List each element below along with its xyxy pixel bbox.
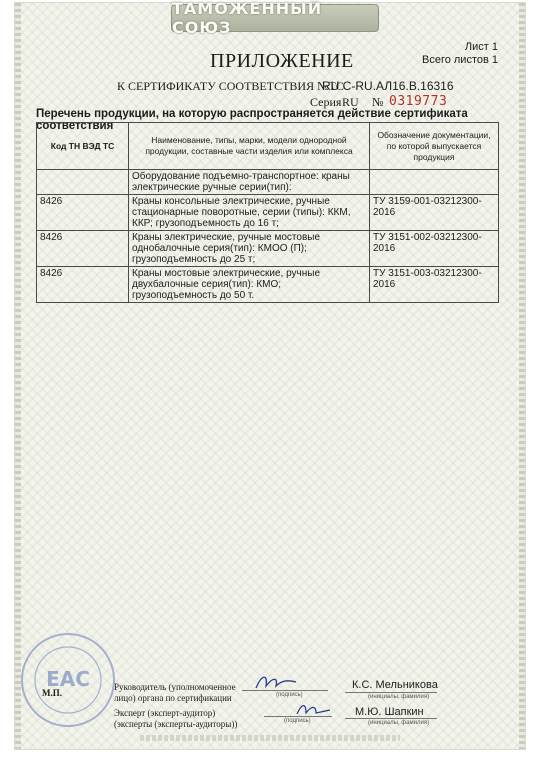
- page-title: ПРИЛОЖЕНИЕ: [210, 50, 354, 72]
- expert-name: М.Ю. Шапкин: [355, 706, 424, 718]
- expert-initials-caption: (инициалы, фамилия): [368, 720, 430, 726]
- cell-doc: ТУ 3159-001-03212300-2016: [370, 195, 499, 231]
- table-row: [37, 195, 499, 231]
- expert-name-line: [345, 718, 437, 719]
- sheet-number: Лист 1: [464, 41, 498, 53]
- expert-signature-label: Эксперт (эксперт-аудитор) (эксперты (эксперты-аудиторы)): [114, 708, 238, 729]
- product-list-subtitle: Перечень продукции, на которую распространяется действие сертификата соответствия: [36, 108, 468, 132]
- head-signature-line: [242, 690, 328, 691]
- head-sign-caption: (подпись): [276, 692, 303, 698]
- table-row: [37, 231, 499, 267]
- expert-signature-line: [264, 716, 332, 717]
- svg-text:ЕАС: ЕАС: [46, 667, 90, 691]
- head-signature-label: Руководитель (уполномоченное лицо) органа по сертификации: [114, 682, 236, 703]
- header-code: Код ТН ВЭД ТС: [37, 123, 129, 170]
- footer-microprint: [140, 735, 400, 741]
- table-row: [37, 267, 499, 303]
- sheet-counter: [422, 41, 498, 67]
- head-name: К.С. Мельникова: [352, 679, 438, 691]
- series-label: Серия: [310, 95, 342, 109]
- banner-text: ТАМОЖЕННЫЙ СОЮЗ: [172, 0, 323, 37]
- stamp-place-label: М.П.: [42, 688, 62, 698]
- cell-code: 8426: [37, 231, 129, 267]
- series-value: RU: [342, 95, 359, 109]
- customs-union-banner: [171, 0, 379, 37]
- expert-sign-caption: (подпись): [284, 718, 311, 724]
- cell-name: Краны электрические, ручные мостовые однобалочные серия(тип): КМОО (П); грузоподъемность до 25 т;: [129, 231, 370, 267]
- cell-code: 8426: [37, 267, 129, 303]
- blank-number: 0319773: [389, 94, 448, 109]
- certificate-label: К СЕРТИФИКАТУ СООТВЕТСТВИЯ №ТС: [117, 79, 344, 93]
- cell-doc: ТУ 3151-003-03212300-2016: [370, 267, 499, 303]
- product-table: [36, 122, 499, 303]
- head-initials-caption: (инициалы, фамилия): [368, 694, 430, 700]
- header-name: Наименование, типы, марки, модели однородной продукции, составные части изделия или комплекса: [129, 123, 370, 170]
- cell-code: 8426: [37, 195, 129, 231]
- number-label: №: [372, 95, 384, 109]
- cell-name: Краны консольные электрические, ручные стационарные поворотные, серии (типы): ККМ, ККР; грузоподъемность до 16 т;: [129, 195, 370, 231]
- cell-doc: [370, 170, 499, 195]
- cell-name: Краны мостовые электрические, ручные двухбалочные серия(тип): КМО; грузоподъемность до 50 т.: [129, 267, 370, 303]
- sheets-total: Всего листов 1: [421, 54, 498, 66]
- head-name-line: [345, 692, 437, 693]
- cell-name: Оборудование подъемно-транспортное: краны электрические ручные серии(тип):: [129, 170, 370, 195]
- cell-doc: ТУ 3151-002-03212300-2016: [370, 231, 499, 267]
- header-doc: Обозначение документации, по которой выпускается продукция: [370, 123, 499, 170]
- certificate-number: RU C-RU.АЛ16.В.16316: [322, 79, 454, 93]
- table-header-row: [37, 123, 499, 170]
- table-row: [37, 170, 499, 195]
- certification-seal-stamp: [18, 630, 118, 730]
- cell-code: [37, 170, 129, 195]
